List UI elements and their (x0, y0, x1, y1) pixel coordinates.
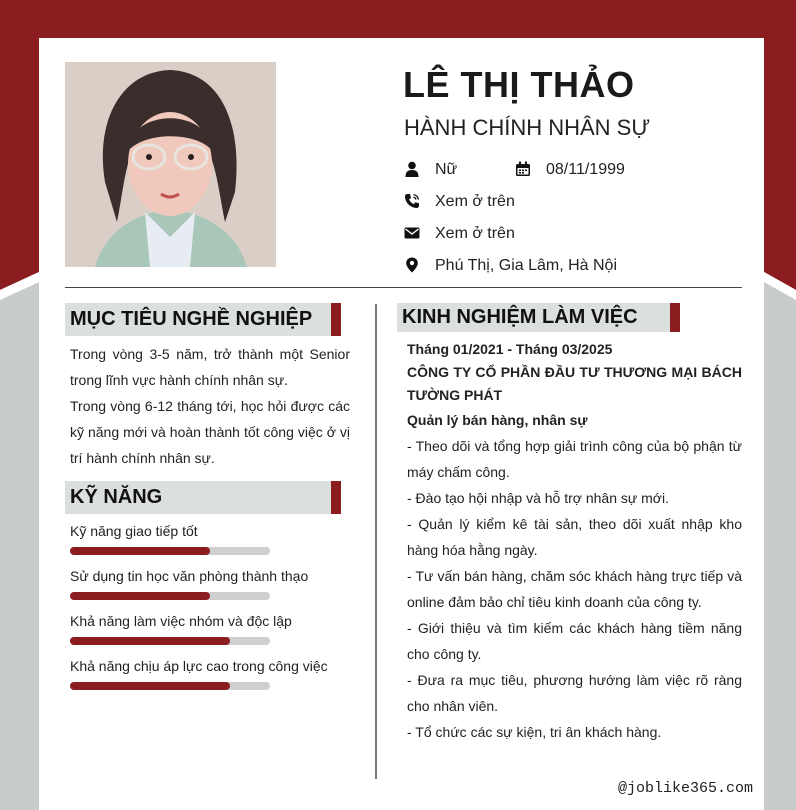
skill-level-fill (70, 637, 230, 645)
experience-duty: - Đưa ra mục tiêu, phương hướng làm việc rõ ràng cho nhân viên. (407, 672, 742, 714)
experience-duty: - Tư vấn bán hàng, chăm sóc khách hàng trực tiếp và online đảm bảo chỉ tiêu kinh doanh của công ty. (407, 568, 742, 610)
experience-duty: - Giới thiệu và tìm kiếm các khách hàng tiềm năng cho công ty. (407, 620, 742, 662)
avatar-photo (65, 62, 276, 267)
skill-level-fill (70, 592, 210, 600)
objective-section-header (65, 303, 341, 336)
skill-label: Khả năng chịu áp lực cao trong công việc (70, 658, 328, 674)
experience-duty: - Tổ chức các sự kiện, tri ân khách hàng. (407, 724, 662, 740)
experience-period: Tháng 01/2021 - Tháng 03/2025 (407, 341, 613, 357)
skills-heading: KỸ NĂNG (70, 486, 163, 508)
skill-level-bar (70, 637, 270, 645)
accent-bar (331, 303, 341, 336)
experience-duty: - Quản lý kiểm kê tài sản, theo dõi xuất nhập kho hàng hóa hằng ngày. (407, 516, 742, 558)
column-divider (375, 304, 377, 779)
skill-level-fill (70, 682, 230, 690)
job-title: HÀNH CHÍNH NHÂN SỰ (404, 115, 651, 140)
candidate-name: LÊ THỊ THẢO (403, 64, 635, 105)
objective-heading: MỤC TIÊU NGHỀ NGHIỆP (70, 308, 313, 330)
email-value: Xem ở trên (435, 225, 515, 242)
mail-icon (404, 225, 420, 241)
skill-level-fill (70, 547, 210, 555)
objective-paragraph-2: Trong vòng 6-12 tháng tới, học hỏi được các kỹ năng mới và hoàn thành tốt công việc ở vị trí hành chính nhân sự. (70, 398, 350, 466)
gender-value: Nữ (435, 161, 458, 178)
watermark: @joblike365.com (618, 780, 754, 797)
skill-label: Khả năng làm việc nhóm và độc lập (70, 613, 292, 629)
accent-bar (670, 303, 680, 332)
accent-bar (331, 481, 341, 514)
skill-label: Sử dụng tin học văn phòng thành thạo (70, 568, 309, 584)
phone-value: Xem ở trên (435, 193, 515, 210)
location-icon (404, 257, 420, 273)
skills-section-header (65, 481, 341, 514)
birthday-value: 08/11/1999 (546, 161, 625, 178)
address-value: Phú Thị, Gia Lâm, Hà Nội (435, 257, 618, 274)
experience-role: Quản lý bán hàng, nhân sự (407, 412, 588, 428)
objective-paragraph-1: Trong vòng 3-5 năm, trở thành một Senior trong lĩnh vực hành chính nhân sự. (70, 346, 350, 388)
experience-duty: - Đào tạo hội nhập và hỗ trợ nhân sự mới. (407, 490, 669, 506)
skill-level-bar (70, 682, 270, 690)
skill-level-bar (70, 547, 270, 555)
calendar-icon (515, 161, 531, 177)
experience-section-header (397, 303, 680, 332)
experience-duty: - Theo dõi và tổng hợp giải trình công của bộ phận từ máy chấm công. (407, 438, 742, 480)
experience-entry (407, 338, 742, 745)
phone-icon (404, 193, 420, 209)
header-divider (65, 287, 742, 288)
experience-company: CÔNG TY CỔ PHẦN ĐẦU TƯ THƯƠNG MẠI BÁCH TƯỜNG PHÁT (407, 364, 742, 403)
skill-level-bar (70, 592, 270, 600)
user-icon (404, 161, 420, 177)
experience-heading: KINH NGHIỆM LÀM VIỆC (402, 306, 638, 328)
skill-label: Kỹ năng giao tiếp tốt (70, 523, 198, 539)
